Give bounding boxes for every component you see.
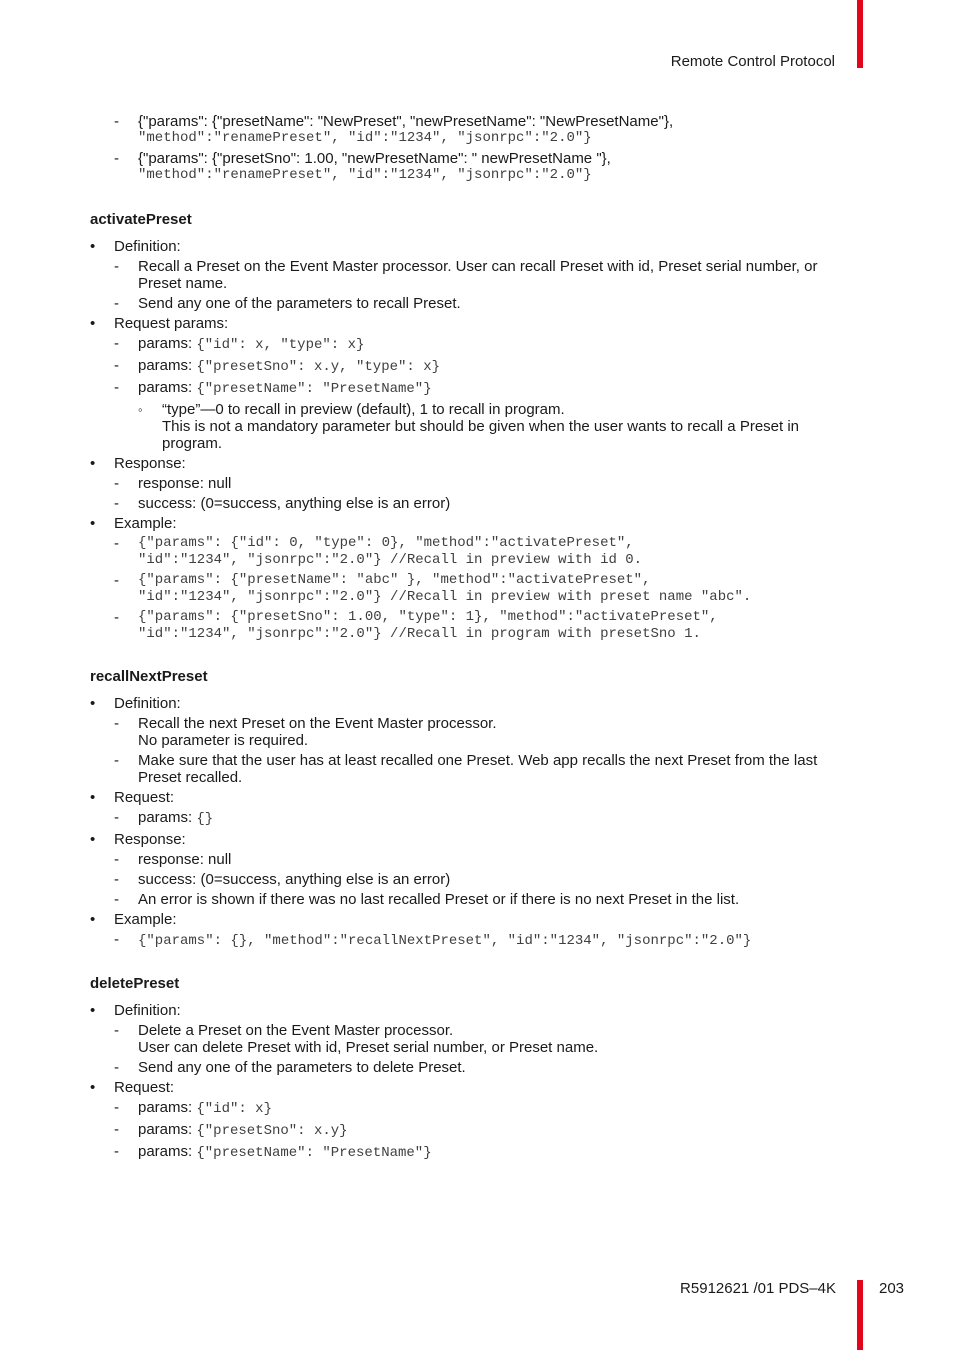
response-label: Response: (114, 455, 186, 472)
definition-label: Definition: (114, 238, 181, 255)
list-item (114, 572, 860, 606)
list-item (90, 789, 860, 828)
response-text: response: null (138, 475, 232, 492)
list-item (114, 475, 860, 492)
example-code: - {"params": {"presetSno": 1.00, "type": 1}, "method":"activatePreset", (138, 609, 718, 625)
definition-label: Definition: (114, 1002, 181, 1019)
delete-preset-section (90, 975, 860, 1162)
params-label: params: (138, 1143, 193, 1160)
list-item (114, 1059, 860, 1076)
list-item (114, 335, 860, 354)
list-item (114, 809, 860, 828)
example-code: - {"params": {"presetName": "abc" }, "method":"activatePreset", (138, 572, 651, 588)
definition-text: - Delete a Preset on the Event Master processor. (138, 1022, 454, 1039)
example-code: "id":"1234", "jsonrpc":"2.0"} //Recall in program with presetSno 1. (138, 626, 701, 642)
list-item (90, 238, 860, 312)
request-label: Request params: (114, 315, 229, 332)
list-item (90, 1002, 860, 1076)
section-heading: activatePreset (90, 211, 192, 228)
list-item (114, 715, 860, 749)
activate-preset-list (90, 238, 860, 643)
response-text: success: (0=success, anything else is an error) (138, 871, 451, 888)
response-text: success: (0=success, anything else is an error) (138, 495, 451, 512)
list-item (114, 871, 860, 888)
list-item (114, 295, 860, 312)
list-item (90, 911, 860, 950)
rename-preset-examples (90, 113, 860, 184)
list-item (90, 315, 860, 452)
list-item (90, 150, 860, 184)
params-code: {"id": x} (196, 1101, 272, 1117)
list-item (114, 258, 860, 292)
type-note: ◦ “type”—0 to recall in preview (default), 1 to recall in program. (162, 401, 565, 418)
section-heading: recallNextPreset (90, 668, 208, 685)
params-code: {"presetName": "PresetName"} (196, 381, 432, 397)
list-item (114, 357, 860, 376)
definition-text: Make sure that the user has at least recalled one Preset. Web app recalls the next Preset from the last Preset recalled. (138, 752, 818, 786)
definition-text: No parameter is required. (138, 732, 309, 749)
request-label: Request: (114, 789, 175, 806)
list-item (114, 379, 860, 452)
list-item (114, 1121, 860, 1140)
recall-next-preset-list (90, 695, 860, 950)
example-code: - {"params": {"id": 0, "type": 0}, "method":"activatePreset", (138, 535, 634, 551)
footer-accent-bar (857, 1280, 863, 1350)
list-item (90, 455, 860, 512)
params-label: params: (138, 379, 193, 396)
params-code: {} (196, 811, 214, 827)
example-code: {"params": {}, "method":"recallNextPreset", "id":"1234", "jsonrpc":"2.0"} (138, 933, 752, 949)
params-code: {"presetSno": x.y} (196, 1123, 348, 1139)
example-label: Example: (114, 515, 177, 532)
params-label: params: (138, 335, 193, 352)
section-heading: deletePreset (90, 975, 180, 992)
definition-text: - Recall the next Preset on the Event Master processor. (138, 715, 497, 732)
list-item (114, 931, 860, 950)
list-item (114, 1022, 860, 1056)
definition-text: Send any one of the parameters to recall Preset. (138, 295, 461, 312)
footer-document-id: R5912621 /01 PDS–4K (680, 1280, 836, 1297)
rename-example-2-params: - {"params": {"presetSno": 1.00, "newPresetName": " newPresetName "}, (138, 150, 611, 167)
response-label: Response: (114, 831, 186, 848)
example-label: Example: (114, 911, 177, 928)
list-item (114, 891, 860, 908)
rename-example-list (90, 113, 860, 184)
list-item (114, 535, 860, 569)
list-item (138, 401, 860, 452)
page-content (90, 110, 860, 1165)
params-label: params: (138, 1121, 193, 1138)
header-accent-bar (857, 0, 863, 68)
example-code: "id":"1234", "jsonrpc":"2.0"} //Recall in preview with preset name "abc". (138, 589, 752, 605)
list-item (90, 113, 860, 147)
list-item (114, 752, 860, 786)
params-label: params: (138, 809, 193, 826)
list-item (114, 495, 860, 512)
page-number: 203 (879, 1280, 905, 1297)
params-label: params: (138, 1099, 193, 1116)
request-label: Request: (114, 1079, 175, 1096)
rename-example-1-method: "method":"renamePreset", "id":"1234", "jsonrpc":"2.0"} (138, 130, 592, 146)
params-code: {"id": x, "type": x} (196, 337, 365, 353)
header-title: Remote Control Protocol (670, 53, 835, 70)
list-item (90, 831, 860, 908)
definition-label: Definition: (114, 695, 181, 712)
example-code: "id":"1234", "jsonrpc":"2.0"} //Recall in preview with id 0. (138, 552, 643, 568)
response-text: An error is shown if there was no last recalled Preset or if there is no next Preset in the list. (138, 891, 740, 908)
list-item (114, 1099, 860, 1118)
list-item (90, 695, 860, 786)
params-label: params: (138, 357, 193, 374)
list-item (114, 609, 860, 643)
params-code: {"presetName": "PresetName"} (196, 1145, 432, 1161)
activate-preset-section (90, 211, 860, 643)
recall-next-preset-section (90, 668, 860, 950)
params-code: {"presetSno": x.y, "type": x} (196, 359, 440, 375)
response-text: response: null (138, 851, 232, 868)
rename-example-2-method: "method":"renamePreset", "id":"1234", "jsonrpc":"2.0"} (138, 167, 592, 183)
delete-preset-list (90, 1002, 860, 1162)
definition-text: Recall a Preset on the Event Master processor. User can recall Preset with id, Preset serial number, or Preset name. (138, 258, 818, 292)
definition-text: Send any one of the parameters to delete Preset. (138, 1059, 466, 1076)
definition-text: User can delete Preset with id, Preset serial number, or Preset name. (138, 1039, 599, 1056)
list-item (90, 1079, 860, 1162)
list-item (90, 515, 860, 643)
type-note-detail: This is not a mandatory parameter but should be given when the user wants to recall a Preset in program. (162, 418, 800, 452)
list-item (114, 1143, 860, 1162)
list-item (114, 851, 860, 868)
rename-example-1-params: - {"params": {"presetName": "NewPreset", "newPresetName": "NewPresetName"}, (138, 113, 674, 130)
